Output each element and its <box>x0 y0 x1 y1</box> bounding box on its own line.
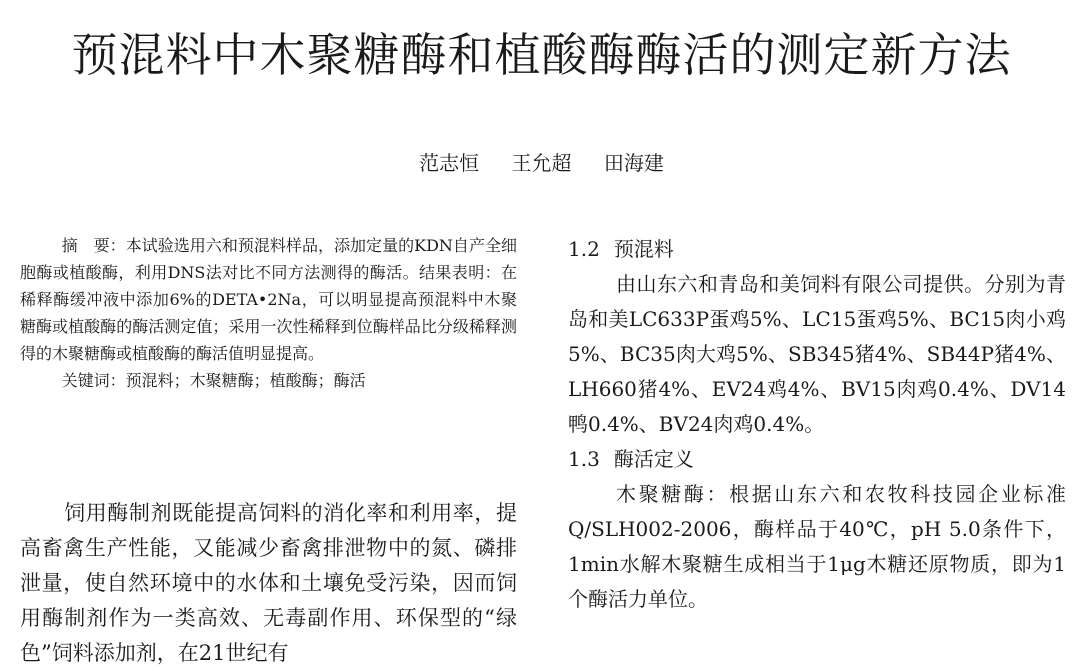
author-name: 范志恒 <box>419 151 480 175</box>
section-title: 酶活定义 <box>613 447 694 471</box>
author-name: 王允超 <box>511 151 572 175</box>
right-column <box>568 232 1066 617</box>
abstract-block <box>20 232 517 394</box>
intro-section <box>20 496 517 671</box>
author-list <box>0 150 1083 176</box>
paper-title: 预混料中木聚糖酶和植酸酶酶活的测定新方法 <box>71 28 1012 82</box>
section-title: 预混料 <box>613 237 674 261</box>
intro-paragraph: 饲用酶制剂既能提高饲料的消化率和利用率，提高畜禽生产性能，又能减少畜禽排泄物中的氮、磷排泄量，使自然环境中的水体和土壤免受污染，因而饲用酶制剂作为一类高效、无毒副作用、环保型的“绿色”饲料添加剂，在21世纪有 <box>20 501 517 665</box>
section-heading-1-3 <box>568 442 1066 477</box>
section-paragraph-1-3: 木聚糖酶：根据山东六和农牧科技园企业标准Q/SLH002-2006，酶样品于40℃，pH 5.0条件下，1min水解木聚糖生成相当于1μg木糖还原物质，即为1个酶活力单位。 <box>568 482 1066 611</box>
section-heading-1-2 <box>568 232 1066 267</box>
section-number: 1.3 <box>568 447 600 471</box>
section-number: 1.2 <box>568 237 600 261</box>
section-paragraph-1-2: 由山东六和青岛和美饲料有限公司提供。分别为青岛和美LC633P蛋鸡5%、LC15蛋鸡5%、BC15肉小鸡5%、BC35肉大鸡5%、SB345猪4%、SB44P猪4%、LH660猪4%、EV24鸡4%、BV15肉鸡0.4%、DV14鸭0.4%、BV24肉鸡0.4%。 <box>568 272 1066 436</box>
author-name: 田海建 <box>603 151 664 175</box>
abstract-text: 摘 要：本试验选用六和预混料样品，添加定量的KDN自产全细胞酶或植酸酶，利用DNS法对比不同方法测得的酶活。结果表明：在稀释酶缓冲液中添加6%的DETA•2Na，可以明显提高预混料中木聚糖酶或植酸酶的酶活测定值；采用一次性稀释到位酶样品比分级稀释测得的木聚糖酶或植酸酶的酶活值明显提高。 <box>20 236 517 363</box>
keywords-line: 关键词：预混料；木聚糖酶；植酸酶；酶活 <box>61 371 366 390</box>
